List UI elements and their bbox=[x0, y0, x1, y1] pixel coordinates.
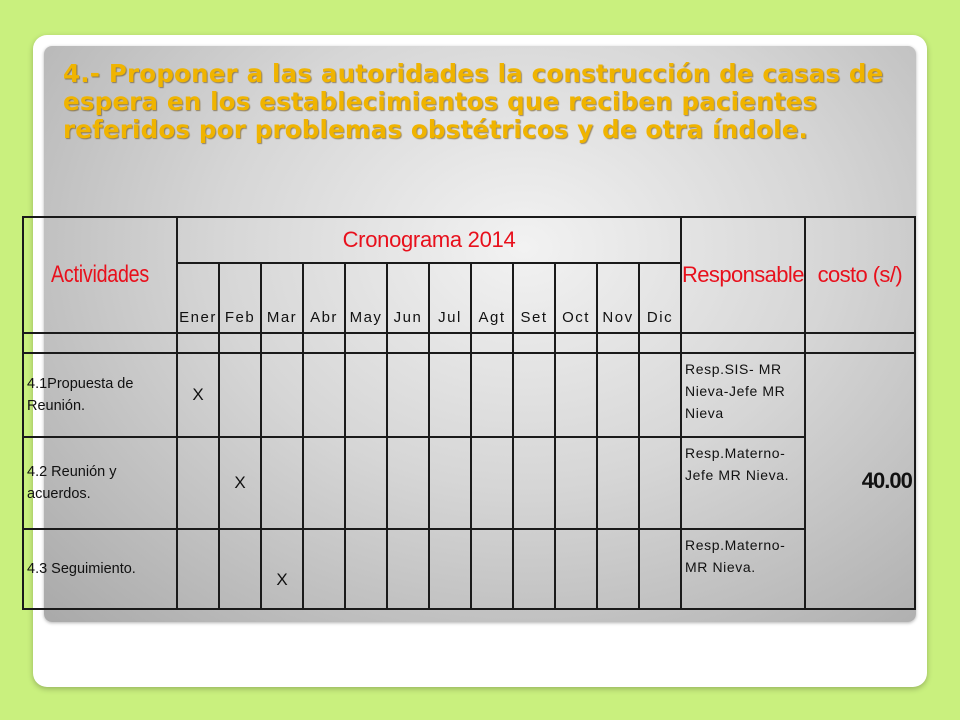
spacer-cell bbox=[261, 333, 303, 353]
schedule-mark: X bbox=[219, 437, 261, 529]
spacer-cell bbox=[303, 333, 345, 353]
schedule-cell bbox=[555, 437, 597, 529]
spacer-cell bbox=[805, 333, 915, 353]
schedule-cell bbox=[597, 529, 639, 609]
month-header: Set bbox=[513, 263, 555, 333]
slide-title: 4.- Proponer a las autoridades la construcción de casas de espera en los establecimientos que reciben pacientes referidos por problemas obstétricos y de otra índole. bbox=[63, 59, 884, 144]
activity-cell: 4.3 Seguimiento. bbox=[23, 529, 177, 609]
schedule-cell bbox=[387, 437, 429, 529]
activity-cell: 4.1Propuesta de Reunión. bbox=[23, 353, 177, 437]
schedule-cell bbox=[597, 353, 639, 437]
schedule-cell bbox=[303, 437, 345, 529]
schedule-cell bbox=[471, 353, 513, 437]
schedule-cell bbox=[177, 437, 219, 529]
header-row-top bbox=[23, 217, 915, 263]
schedule-cell bbox=[513, 353, 555, 437]
schedule-cell bbox=[471, 437, 513, 529]
schedule-cell bbox=[177, 529, 219, 609]
month-header: Dic bbox=[639, 263, 681, 333]
schedule-cell bbox=[555, 529, 597, 609]
spacer-cell bbox=[555, 333, 597, 353]
schedule-cell bbox=[639, 353, 681, 437]
responsible-cell: Resp.Materno- MR Nieva. bbox=[681, 529, 805, 609]
activity-cell: 4.2 Reunión y acuerdos. bbox=[23, 437, 177, 529]
schedule-cell bbox=[303, 529, 345, 609]
cost-header: costo (s/) bbox=[805, 217, 915, 333]
table-row bbox=[23, 437, 915, 529]
spacer-cell bbox=[471, 333, 513, 353]
spacer-cell bbox=[219, 333, 261, 353]
cost-value: 40.00 bbox=[805, 353, 915, 609]
responsible-header: Responsable bbox=[681, 217, 805, 333]
month-header: Jun bbox=[387, 263, 429, 333]
month-header: Abr bbox=[303, 263, 345, 333]
schedule-mark: X bbox=[261, 529, 303, 609]
schedule-cell bbox=[345, 529, 387, 609]
spacer-row bbox=[23, 333, 915, 353]
responsible-cell: Resp.SIS- MR Nieva-Jefe MR Nieva bbox=[681, 353, 805, 437]
spacer-cell bbox=[23, 333, 177, 353]
schedule-cell bbox=[429, 437, 471, 529]
responsible-cell: Resp.Materno- Jefe MR Nieva. bbox=[681, 437, 805, 529]
schedule-cell bbox=[513, 437, 555, 529]
month-header: Nov bbox=[597, 263, 639, 333]
month-header: Oct bbox=[555, 263, 597, 333]
schedule-cell bbox=[219, 353, 261, 437]
spacer-cell bbox=[345, 333, 387, 353]
spacer-cell bbox=[177, 333, 219, 353]
schedule-cell bbox=[345, 437, 387, 529]
month-header: May bbox=[345, 263, 387, 333]
schedule-cell bbox=[387, 353, 429, 437]
schedule-cell bbox=[639, 529, 681, 609]
schedule-header: Cronograma 2014 bbox=[177, 217, 681, 263]
schedule-cell bbox=[429, 353, 471, 437]
schedule-cell bbox=[471, 529, 513, 609]
month-header: Feb bbox=[219, 263, 261, 333]
table-row bbox=[23, 529, 915, 609]
schedule-cell bbox=[513, 529, 555, 609]
schedule-cell bbox=[639, 437, 681, 529]
month-header: Jul bbox=[429, 263, 471, 333]
schedule-cell bbox=[261, 353, 303, 437]
spacer-cell bbox=[639, 333, 681, 353]
schedule-table bbox=[22, 216, 916, 610]
table-row bbox=[23, 353, 915, 437]
month-header: Agt bbox=[471, 263, 513, 333]
schedule-cell bbox=[597, 437, 639, 529]
schedule-cell bbox=[303, 353, 345, 437]
spacer-cell bbox=[387, 333, 429, 353]
schedule-cell bbox=[387, 529, 429, 609]
schedule-mark: X bbox=[177, 353, 219, 437]
schedule-cell bbox=[345, 353, 387, 437]
spacer-cell bbox=[597, 333, 639, 353]
spacer-cell bbox=[681, 333, 805, 353]
spacer-cell bbox=[429, 333, 471, 353]
spacer-cell bbox=[513, 333, 555, 353]
activities-header-cell bbox=[23, 217, 177, 333]
schedule-cell bbox=[555, 353, 597, 437]
schedule-cell bbox=[219, 529, 261, 609]
month-header: Mar bbox=[261, 263, 303, 333]
activities-header: Actividades bbox=[51, 261, 149, 288]
schedule-cell bbox=[429, 529, 471, 609]
schedule-cell bbox=[261, 437, 303, 529]
month-header: Ener bbox=[177, 263, 219, 333]
